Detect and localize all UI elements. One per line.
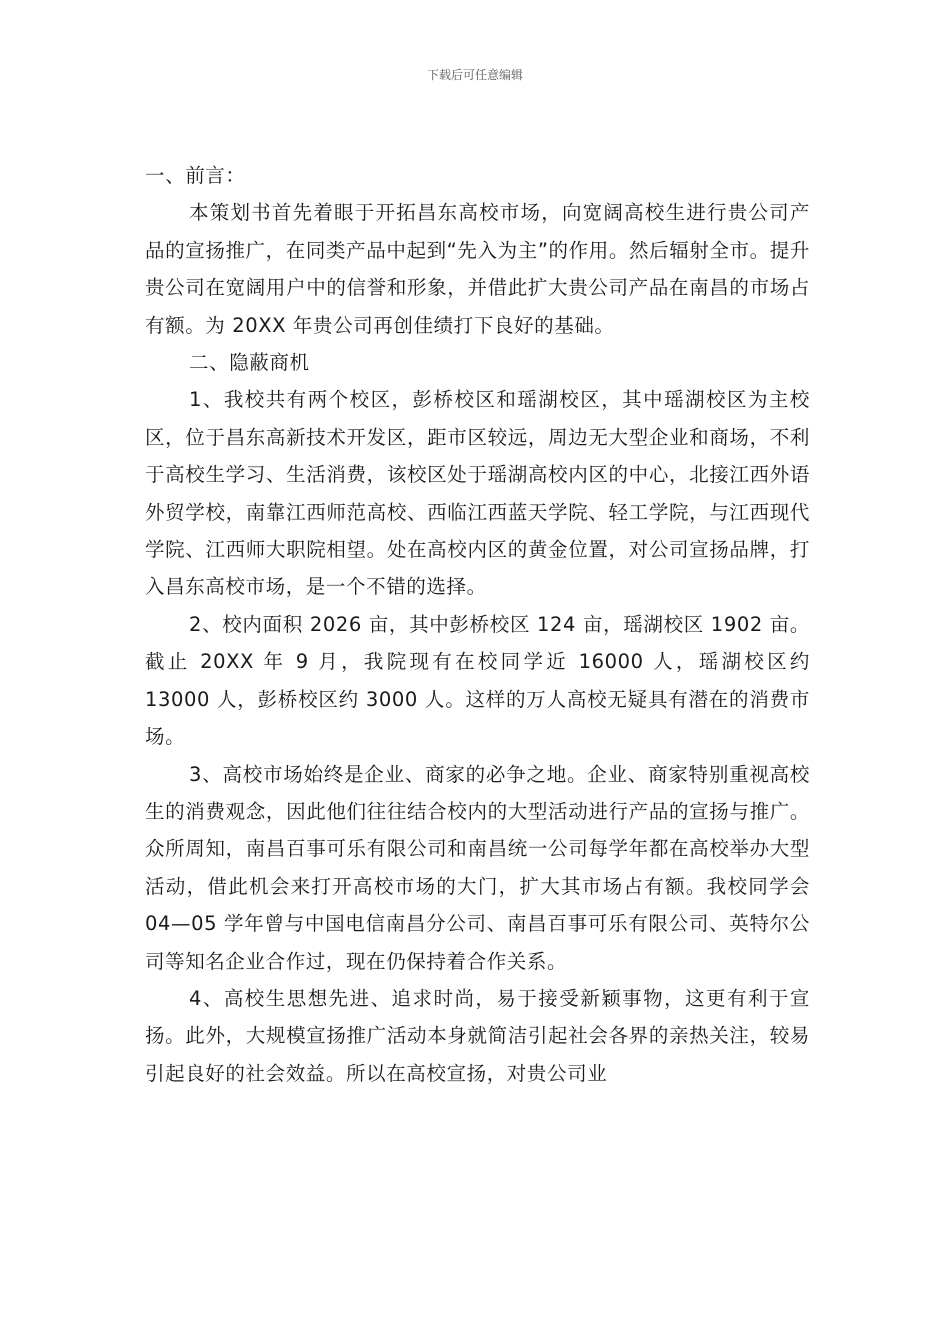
- paragraph-point-2: 2、校内面积 2026 亩，其中彭桥校区 124 亩，瑶湖校区 1902 亩。截止 20XX 年 9 月，我院现有在校同学近 16000 人，瑶湖校区约 13000 人，彭桥校区约 3000 人。这样的万人高校无疑具有潜在的消费市场。: [145, 612, 810, 749]
- page-header-note: 下载后可任意编辑: [426, 68, 523, 82]
- section-heading-preface: 一、前言：: [145, 164, 246, 187]
- paragraph-preface: 本策划书首先着眼于开拓昌东高校市场，向宽阔高校生进行贵公司产品的宣扬推广，在同类产品中起到“先入为主”的作用。然后辐射全市。提升贵公司在宽阔用户中的信誉和形象，并借此扩大贵公司产品在南昌的市场占有额。为 20XX 年贵公司再创佳绩打下良好的基础。: [145, 201, 810, 337]
- document-body: [145, 157, 810, 1092]
- section-heading-opportunities: 二、隐蔽商机: [189, 351, 310, 375]
- paragraph-point-3: 3、高校市场始终是企业、商家的必争之地。企业、商家特别重视高校生的消费观念，因此他们往往结合校内的大型活动进行产品的宣扬与推广。众所周知，南昌百事可乐有限公司和南昌统一公司每学年都在高校举办大型活动，借此机会来打开高校市场的大门，扩大其市场占有额。我校同学会 04—05 学年曾与中国电信南昌分公司、南昌百事可乐有限公司、英特尔公司等知名企业合作过，现在仍保持着合作关系。: [145, 762, 810, 973]
- paragraph-point-4: 4、高校生思想先进、追求时尚，易于接受新颖事物，这更有利于宣扬。此外，大规模宣扬推广活动本身就简洁引起社会各界的亲热关注，较易引起良好的社会效益。所以在高校宣扬，对贵公司业: [145, 986, 810, 1085]
- paragraph-point-1: 1、我校共有两个校区，彭桥校区和瑶湖校区，其中瑶湖校区为主校区，位于昌东高新技术开发区，距市区较远，周边无大型企业和商场，不利于高校生学习、生活消费，该校区处于瑶湖高校内区的中心，北接江西外语外贸学校，南靠江西师范高校、西临江西蓝天学院、轻工学院，与江西现代学院、江西师大职院相望。处在高校内区的黄金位置，对公司宣扬品牌，打入昌东高校市场，是一个不错的选择。: [145, 388, 810, 599]
